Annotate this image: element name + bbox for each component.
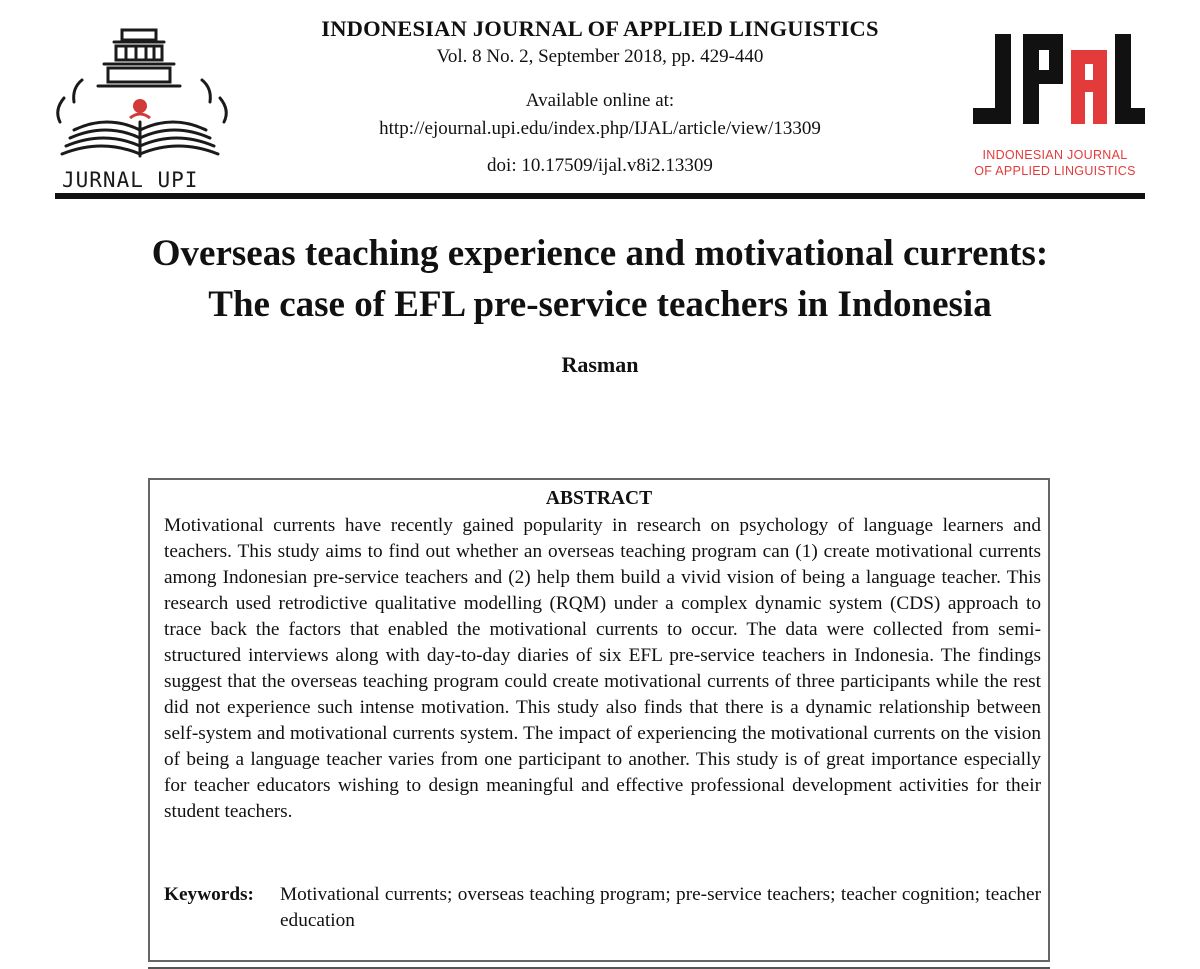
ijal-letters-icon bbox=[965, 30, 1145, 140]
author-name: Rasman bbox=[561, 352, 639, 377]
ijal-logo-line2: OF APPLIED LINGUISTICS bbox=[974, 164, 1136, 178]
available-online-label: Available online at: bbox=[525, 90, 675, 111]
abstract-box bbox=[148, 478, 1050, 962]
abstract-text: Motivational currents have recently gained popularity in research on psychology of language learners and teachers. This study aims to find out whether an overseas teaching program can (1) create motivational currents among Indonesian pre-service teachers and (2) help them build a vivid vision of being a language teacher. This research used retrodictive qualitative modelling (RQM) under a complex dynamic system (CDS) approach to trace back the factors that enabled the motivational currents to occur. The data were collected from semi-structured interviews along with day-to-day diaries of six EFL pre-service teachers in Indonesia. The findings suggest that the overseas teaching program could create motivational currents of three participants while the rest did not experience such intense motivation. This study also finds that there is a dynamic relationship between self-system and motivational currents system. The impact of experiencing the motivational currents on the vision of being a language teacher varies from one participant to another. This study is of great importance especially for teacher educators wishing to design meaningful and effective professional development activities for their student teachers. bbox=[164, 515, 1041, 822]
keywords-text: Motivational currents; overseas teaching program; pre-service teachers; teacher cognition; teacher education bbox=[280, 884, 1041, 931]
journal-name: INDONESIAN JOURNAL OF APPLIED LINGUISTICS bbox=[321, 16, 879, 41]
title-line-2: The case of EFL pre-service teachers in Indonesia bbox=[208, 284, 992, 325]
ijal-logo-line1: INDONESIAN JOURNAL bbox=[982, 148, 1128, 162]
article-url[interactable]: http://ejournal.upi.edu/index.php/IJAL/article/view/13309 bbox=[379, 118, 821, 139]
abstract-heading: ABSTRACT bbox=[545, 488, 653, 509]
ijal-logo bbox=[965, 30, 1150, 190]
upi-building-book-icon bbox=[52, 18, 232, 168]
jurnal-upi-logo bbox=[52, 18, 232, 193]
volume-info: Vol. 8 No. 2, September 2018, pp. 429-440 bbox=[436, 46, 764, 67]
journal-header bbox=[0, 0, 1200, 200]
journal-info bbox=[280, 14, 920, 180]
article-title bbox=[60, 228, 1140, 330]
keywords-label: Keywords: bbox=[164, 884, 254, 905]
jurnal-upi-label: JURNAL UPI bbox=[62, 168, 199, 192]
header-divider bbox=[55, 193, 1145, 199]
title-line-1: Overseas teaching experience and motivational currents: bbox=[151, 233, 1049, 274]
article-doi[interactable]: doi: 10.17509/ijal.v8i2.13309 bbox=[487, 155, 713, 176]
